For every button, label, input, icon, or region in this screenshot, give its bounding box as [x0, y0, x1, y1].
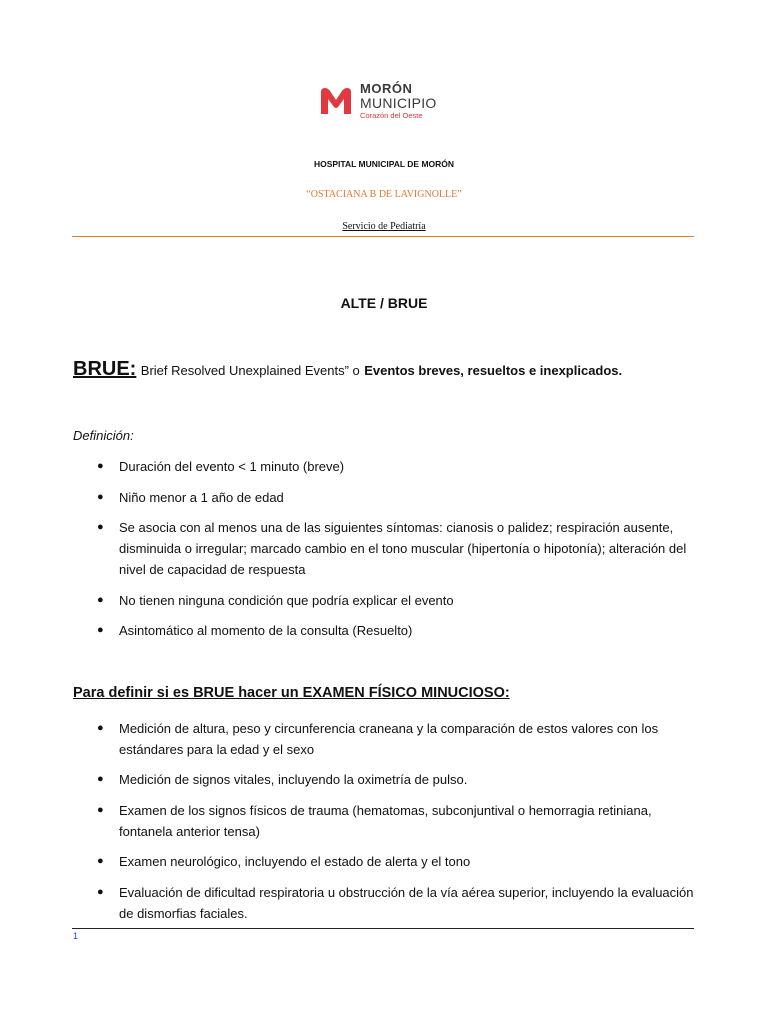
exam-item-text: Medición de altura, peso y circunferencia craneana y la comparación de estos valores con los estándares para la edad y el sexo — [119, 721, 659, 757]
definition-item — [97, 517, 697, 580]
definition-label: Definición: — [73, 428, 134, 443]
exam-item — [97, 769, 697, 790]
definition-item — [97, 590, 697, 611]
definition-item-text: Se asocia con al menos una de las siguientes síntomas: cianosis o palidez; respiración ausente, disminuida o irregular; marcado cambio en el tono muscular (hipertonía o hipotonía); alteración del nivel de capacidad de respuesta — [119, 520, 687, 577]
exam-item — [97, 718, 697, 760]
exam-item — [97, 882, 697, 924]
exam-item-text: Examen neurológico, incluyendo el estado de alerta y el tono — [119, 854, 471, 869]
exam-item-text: Examen de los signos físicos de trauma (hematomas, subconjuntival o hemorragia retiniana, fontanela anterior tensa) — [119, 803, 652, 839]
definition-item-text: Asintomático al momento de la consulta (Resuelto) — [119, 623, 413, 638]
exam-item — [97, 800, 697, 842]
bullet-icon: ● — [97, 886, 104, 898]
definition-item — [97, 620, 697, 641]
bullet-icon: ● — [97, 722, 104, 734]
definition-item-text: No tienen ninguna condición que podría explicar el evento — [119, 593, 454, 608]
definition-item — [97, 456, 697, 477]
definition-item-text: Niño menor a 1 año de edad — [119, 490, 284, 505]
hospital-subtitle: “OSTACIANA B DE LAVIGNOLLE” — [306, 189, 462, 200]
exam-item-text: Medición de signos vitales, incluyendo la oximetría de pulso. — [119, 772, 468, 787]
header-divider — [72, 236, 694, 237]
bullet-icon: ● — [97, 594, 104, 606]
brue-translation: Eventos breves, resueltos e inexplicados. — [364, 363, 623, 378]
hospital-name: HOSPITAL MUNICIPAL DE MORÓN — [313, 159, 455, 169]
brue-term: BRUE: — [73, 358, 137, 380]
definition-item-text: Duración del evento < 1 minuto (breve) — [119, 459, 345, 474]
service-name: Servicio de Pediatría — [342, 221, 426, 232]
brue-description: Brief Resolved Unexplained Events” o — [140, 363, 360, 378]
exam-item-text: Evaluación de dificultad respiratoria u obstrucción de la vía aérea superior, incluyendo la evaluación de dismorfias faciales. — [119, 885, 694, 921]
logo-line2: MUNICIPIO — [360, 95, 437, 111]
document-title: ALTE / BRUE — [340, 295, 428, 311]
bullet-icon: ● — [97, 804, 104, 816]
exam-item — [97, 851, 697, 872]
brue-definition-line — [73, 358, 622, 381]
bullet-icon: ● — [97, 773, 104, 785]
bullet-icon: ● — [97, 460, 104, 472]
logo-text — [360, 82, 437, 120]
bullet-icon: ● — [97, 491, 104, 503]
page-number: 1 — [73, 931, 79, 941]
logo-line1: MORÓN — [360, 81, 413, 96]
moron-m-icon — [318, 86, 354, 116]
bullet-icon: ● — [97, 624, 104, 636]
footer-divider — [72, 928, 694, 929]
exam-heading: Para definir si es BRUE hacer un EXAMEN FÍSICO MINUCIOSO: — [73, 685, 510, 701]
bullet-icon: ● — [97, 521, 104, 533]
logo-line3: Corazón del Oeste — [360, 111, 423, 120]
moron-municipio-logo — [318, 82, 437, 120]
definition-item — [97, 487, 697, 508]
bullet-icon: ● — [97, 855, 104, 867]
